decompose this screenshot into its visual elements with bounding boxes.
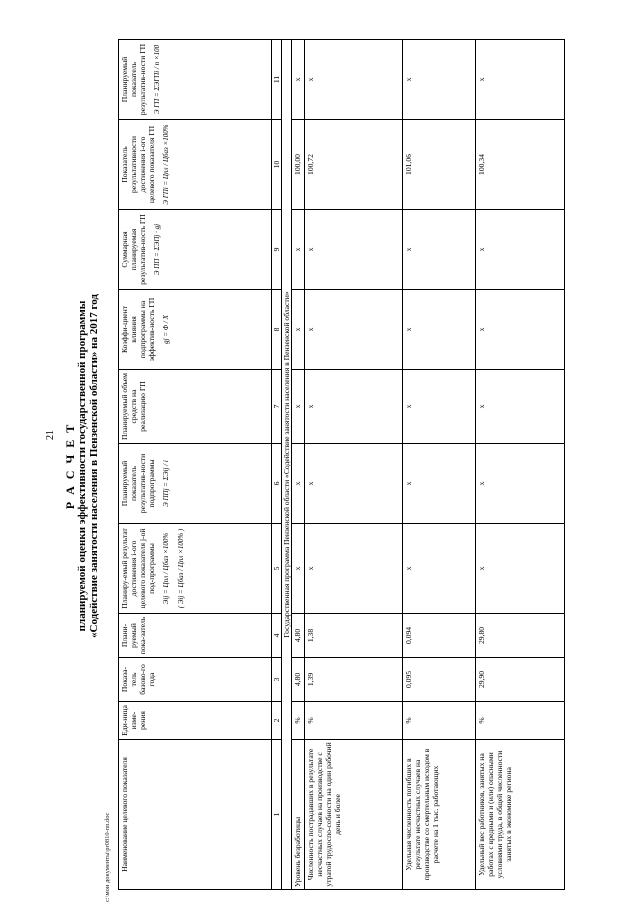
cell-c7: х <box>292 370 305 444</box>
table-row <box>403 40 476 890</box>
formula-epp-total: Э ПП = ΣЭПj · gj <box>153 223 161 276</box>
column-number: 1 <box>272 740 282 890</box>
column-number: 11 <box>272 40 282 120</box>
table-row <box>305 40 403 890</box>
cell-c9: х <box>403 210 476 290</box>
cell-c11: х <box>476 40 565 120</box>
header-influence-coef-text: Коэффи-циент влияния подпрограммы на эффектив-ность ГП <box>120 297 156 362</box>
cell-c6: х <box>403 444 476 524</box>
cell-c6: х <box>305 444 403 524</box>
base-value: 1,39 <box>305 658 403 702</box>
indicator-name: Уровень безработицы <box>292 740 305 890</box>
formula-egpi: Э ГПi = Цпл / Цбаз ×100% <box>162 124 170 205</box>
indicator-name: Численность пострадавших в результате несчастных случаев на производстве с утратой трудоспо-собности на один рабочий день и более <box>305 740 403 890</box>
cell-c7: х <box>403 370 476 444</box>
column-number: 10 <box>272 120 282 210</box>
header-influence-coef <box>119 290 272 370</box>
header-planned: Плани-руемый пока-затель <box>119 614 272 658</box>
cell-c6: х <box>476 444 565 524</box>
column-number: 5 <box>272 524 282 614</box>
cell-c9: х <box>292 210 305 290</box>
cell-c9: х <box>305 210 403 290</box>
header-base-year: Показа-тель базово-го года <box>119 658 272 702</box>
header-total-result-text: Суммарная планируемая результатив-ность ГП <box>120 214 147 285</box>
header-unit: Еди-ница изме-рения <box>119 702 272 740</box>
cell-c11: х <box>403 40 476 120</box>
table-row <box>476 40 565 890</box>
planned-value: 29,80 <box>476 614 565 658</box>
cell-c10: 100,00 <box>292 120 305 210</box>
column-number: 9 <box>272 210 282 290</box>
unit-cell: % <box>292 702 305 740</box>
column-number: 6 <box>272 444 282 524</box>
header-row <box>119 40 272 890</box>
header-subprogram-result-text: Планируемый показатель результатив-ности подпрограммы <box>120 453 156 514</box>
header-funding: Планируемый объем средств на реализацию ГП <box>119 370 272 444</box>
file-path-footer: c:\мои документы\pr0810-nn.doc <box>104 812 111 902</box>
column-number-row <box>272 40 282 890</box>
column-number: 3 <box>272 658 282 702</box>
planned-value: 1,38 <box>305 614 403 658</box>
formula-eij-alt: ( Эij = Цбаз / Цпл ×100% ) <box>177 528 185 609</box>
unit-cell: % <box>476 702 565 740</box>
column-number: 7 <box>272 370 282 444</box>
unit-cell: % <box>305 702 403 740</box>
header-indicator-result-text: Показатель результативности достижения i-ого целевого показателя ГП <box>120 125 156 204</box>
formula-epp: Э ППj = ΣЭij / i <box>162 460 170 507</box>
page-number: 21 <box>45 430 56 440</box>
header-indicator-name: Наименование целевого показателя <box>119 740 272 890</box>
column-number: 4 <box>272 614 282 658</box>
cell-c10: 100,34 <box>476 120 565 210</box>
planned-value: 0,094 <box>403 614 476 658</box>
header-program-result-text: Планируемый показатель результатив-ности ГП <box>120 43 147 116</box>
header-planned-result <box>119 524 272 614</box>
formula-egp: Э ГП = ΣЭГПi / n ×100 <box>153 44 161 115</box>
header-planned-result-text: Планиру-емый результат достижения i-ого целевого показателя j-ой под-программы <box>120 528 156 609</box>
cell-c7: х <box>476 370 565 444</box>
header-subprogram-result <box>119 444 272 524</box>
unit-cell: % <box>403 702 476 740</box>
document-subtitle-program: «Содействие занятости населения в Пензенской области» на 2017 год <box>88 294 100 638</box>
section-title: Государственная программа Пензенской области «Содействие занятости населения в Пензенской области» <box>282 40 292 890</box>
planned-value: 4,80 <box>292 614 305 658</box>
cell-c8: х <box>305 290 403 370</box>
section-row <box>282 40 292 890</box>
indicator-name: Удельная численность погибших в результате несчастных случаев на производстве со смертельным исходом в расчете на 1 тыс. работающих <box>403 740 476 890</box>
header-program-result <box>119 40 272 120</box>
header-total-result <box>119 210 272 290</box>
base-value: 4,80 <box>292 658 305 702</box>
cell-c5: х <box>403 524 476 614</box>
cell-c11: х <box>305 40 403 120</box>
cell-c10: 101,06 <box>403 120 476 210</box>
document-subtitle: планируемой оценки эффективности государственной программы <box>76 300 88 632</box>
column-number: 8 <box>272 290 282 370</box>
cell-c7: х <box>305 370 403 444</box>
cell-c5: х <box>292 524 305 614</box>
cell-c5: х <box>305 524 403 614</box>
calculation-table <box>118 39 565 890</box>
cell-c9: х <box>476 210 565 290</box>
formula-eij: Эij = Цпл / Цбаз ×100% <box>162 532 170 605</box>
table-row <box>292 40 305 890</box>
rotated-page <box>64 36 639 896</box>
cell-c8: х <box>476 290 565 370</box>
base-value: 0,095 <box>403 658 476 702</box>
cell-c11: х <box>292 40 305 120</box>
document-title: Р А С Ч Е Т <box>63 422 77 510</box>
header-indicator-result <box>119 120 272 210</box>
column-number: 2 <box>272 702 282 740</box>
indicator-name: Удельный вес работников, занятых на работах с вредными и (или) опасными условиями труда, в общей численности занятых в экономике региона <box>476 740 565 890</box>
base-value: 29,90 <box>476 658 565 702</box>
cell-c5: х <box>476 524 565 614</box>
cell-c8: х <box>403 290 476 370</box>
formula-gj: gj = Φ / X <box>162 315 170 344</box>
cell-c8: х <box>292 290 305 370</box>
cell-c6: х <box>292 444 305 524</box>
cell-c10: 100,72 <box>305 120 403 210</box>
